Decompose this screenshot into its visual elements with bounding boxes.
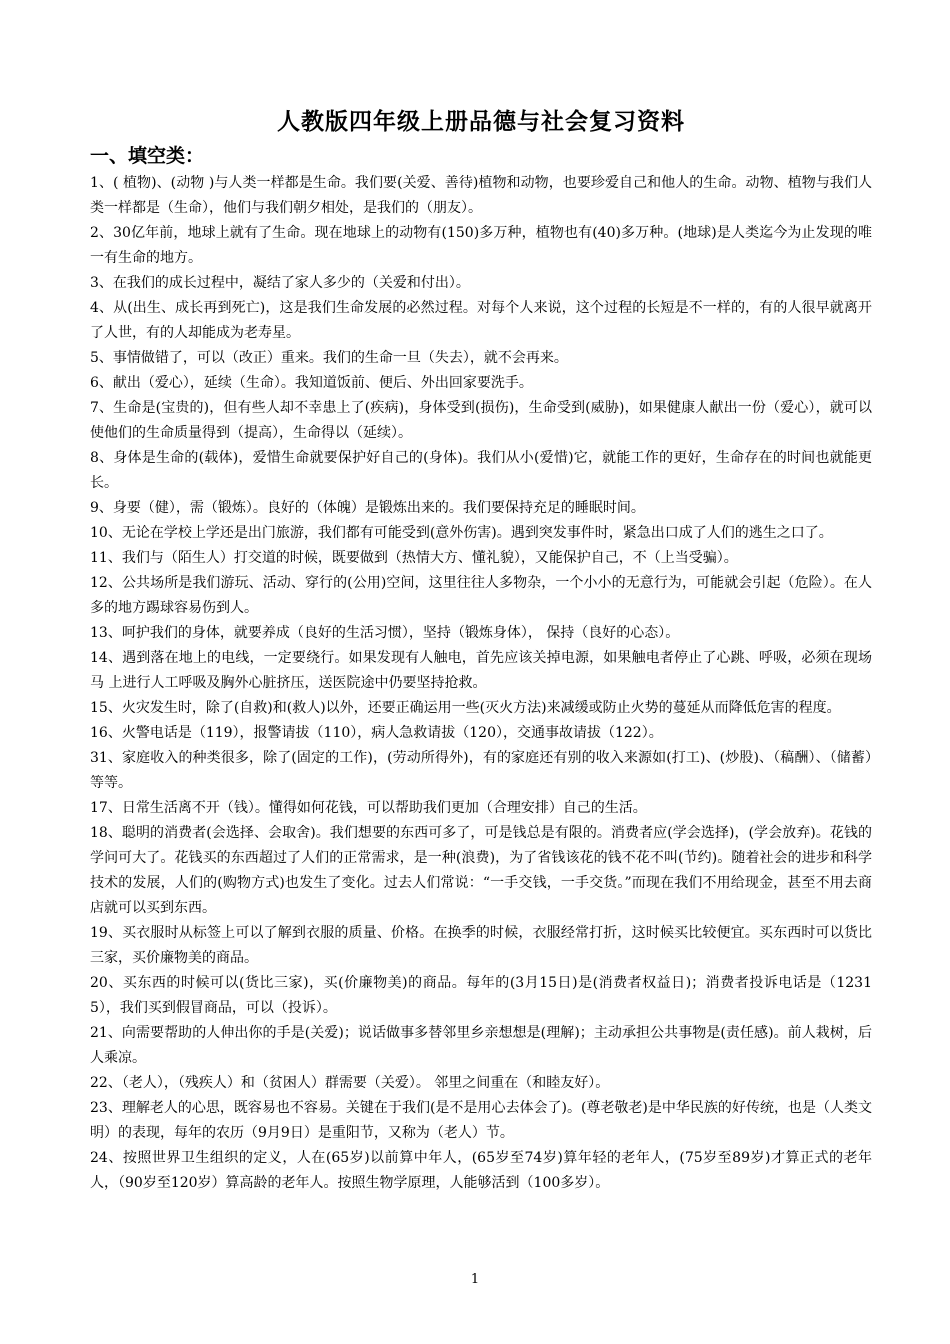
list-item: 22、（老人），（残疾人）和（贫困人）群需要（关爱）。 邻里之间重在（和睦友好）。 — [90, 1075, 610, 1091]
list-item: 15、火灾发生时，除了(自救)和(救人)以外，还要正确运用一些(灭火方法)来减缓或防止火势的蔓延从而降低危害的程度。 — [90, 700, 841, 716]
list-item: 14、遇到落在地上的电线，一定要绕行。如果发现有人触电，首先应该关掉电源，如果触电者停止了心跳、呼吸，必须在现场马 上进行人工呼吸及胸外心脏挤压，送医院途中仍要坚持抢救。 — [90, 650, 872, 691]
list-item: 17、日常生活离不开（钱）。懂得如何花钱，可以帮助我们更加（合理安排）自己的生活。 — [90, 800, 647, 816]
list-item: 20、买东西的时候可以(货比三家)，买(价廉物美)的商品。每年的(3月15日)是(消费者权益日)；消费者投诉电话是（12315），我们买到假冒商品，可以（投诉）。 — [90, 975, 872, 1016]
list-item: 6、献出（爱心），延续（生命）。我知道饭前、便后、外出回家要洗手。 — [90, 375, 533, 391]
section-heading: 一、填空类： — [90, 145, 205, 167]
list-item: 23、理解老人的心思，既容易也不容易。关键在于我们(是不是用心去体会了)。(尊老敬老)是中华民族的好传统，也是（人类文明）的表现，每年的农历（9月9日）是重阳节，又称为（老人）节。 — [90, 1100, 872, 1141]
list-item: 13、呵护我们的身体，就要养成（良好的生活习惯），坚持（锻炼身体）， 保持（良好的心态）。 — [90, 625, 680, 641]
item-list — [90, 171, 872, 1196]
page-number: 1 — [470, 1272, 480, 1287]
list-item: 12、公共场所是我们游玩、活动、穿行的(公用)空间，这里往往人多物杂，一个小小的无意行为，可能就会引起（危险）。在人多的地方踢球容易伤到人。 — [90, 575, 872, 616]
list-item: 5、事情做错了，可以（改正）重来。我们的生命一旦（失去），就不会再来。 — [90, 350, 568, 366]
document-title: 人教版四年级上册品德与社会复习资料 — [277, 108, 685, 135]
list-item: 24、按照世界卫生组织的定义，人在(65岁)以前算中年人，(65岁至74岁)算年轻的老年人，(75岁至89岁)才算正式的老年人，（90岁至120岁）算高龄的老年人。按照生物学原理，人能够活到（100多岁）。 — [90, 1150, 872, 1191]
list-item: 11、我们与（陌生人）打交道的时候，既要做到（热情大方、懂礼貌），又能保护自己，不（上当受骗）。 — [90, 550, 738, 566]
list-item: 3、在我们的成长过程中，凝结了家人多少的（关爱和付出）。 — [90, 275, 470, 291]
list-item: 8、身体是生命的(载体)，爱惜生命就要保护好自己的(身体)。我们从小(爱惜)它，就能工作的更好，生命存在的时间也就能更长。 — [90, 450, 872, 491]
list-item: 19、买衣服时从标签上可以了解到衣服的质量、价格。在换季的时候，衣服经常打折，这时候买比较便宜。买东西时可以货比三家，买价廉物美的商品。 — [90, 925, 872, 966]
list-item: 9、身要（健），需（锻炼）。良好的（体魄）是锻炼出来的。我们要保持充足的睡眠时间。 — [90, 500, 645, 516]
list-item: 1、( 植物)、(动物 )与人类一样都是生命。我们要(关爱、善待)植物和动物，也要珍爱自己和他人的生命。动物、植物与我们人类一样都是（生命），他们与我们朝夕相处，是我们的（朋友）。 — [90, 175, 872, 216]
list-item: 18、聪明的消费者(会选择、会取舍)。我们想要的东西可多了，可是钱总是有限的。消费者应(学会选择)，(学会放弃)。花钱的学问可大了。花钱买的东西超过了人们的正常需求，是一种(浪费)，为了省钱该花的钱不花不叫(节约)。随着社会的进步和科学技术的发展，人们的(购物方式)也发生了变化。过去人们常说：“一手交钱，一手交货。”而现在我们不用给现金，甚至不用去商店就可以买到东西。 — [90, 825, 872, 916]
list-item: 31、家庭收入的种类很多，除了(固定的工作)，(劳动所得外)，有的家庭还有别的收入来源如(打工)、(炒股)、（稿酬）、（储蓄）等等。 — [90, 750, 872, 791]
list-item: 4、从(出生、成长再到死亡)，这是我们生命发展的必然过程。对每个人来说，这个过程的长短是不一样的，有的人很早就离开了人世，有的人却能成为老寿星。 — [90, 300, 872, 341]
list-item: 16、火警电话是（119），报警请拔（110），病人急救请拔（120），交通事故请拔（122）。 — [90, 725, 663, 741]
list-item: 7、生命是(宝贵的)，但有些人却不幸患上了(疾病)，身体受到(损伤)，生命受到(威胁)，如果健康人献出一份（爱心），就可以使他们的生命质量得到（提高），生命得以（延续）。 — [90, 400, 872, 441]
list-item: 21、向需要帮助的人伸出你的手是(关爱)；说话做事多替邻里乡亲想想是(理解)；主动承担公共事物是(责任感)。前人栽树，后人乘凉。 — [90, 1025, 872, 1066]
list-item: 10、无论在学校上学还是出门旅游，我们都有可能受到(意外伤害)。遇到突发事件时，紧急出口成了人们的逃生之口了。 — [90, 525, 833, 541]
list-item: 2、30亿年前，地球上就有了生命。现在地球上的动物有(150)多万种，植物也有(40)多万种。(地球)是人类迄今为止发现的唯一有生命的地方。 — [90, 225, 872, 266]
